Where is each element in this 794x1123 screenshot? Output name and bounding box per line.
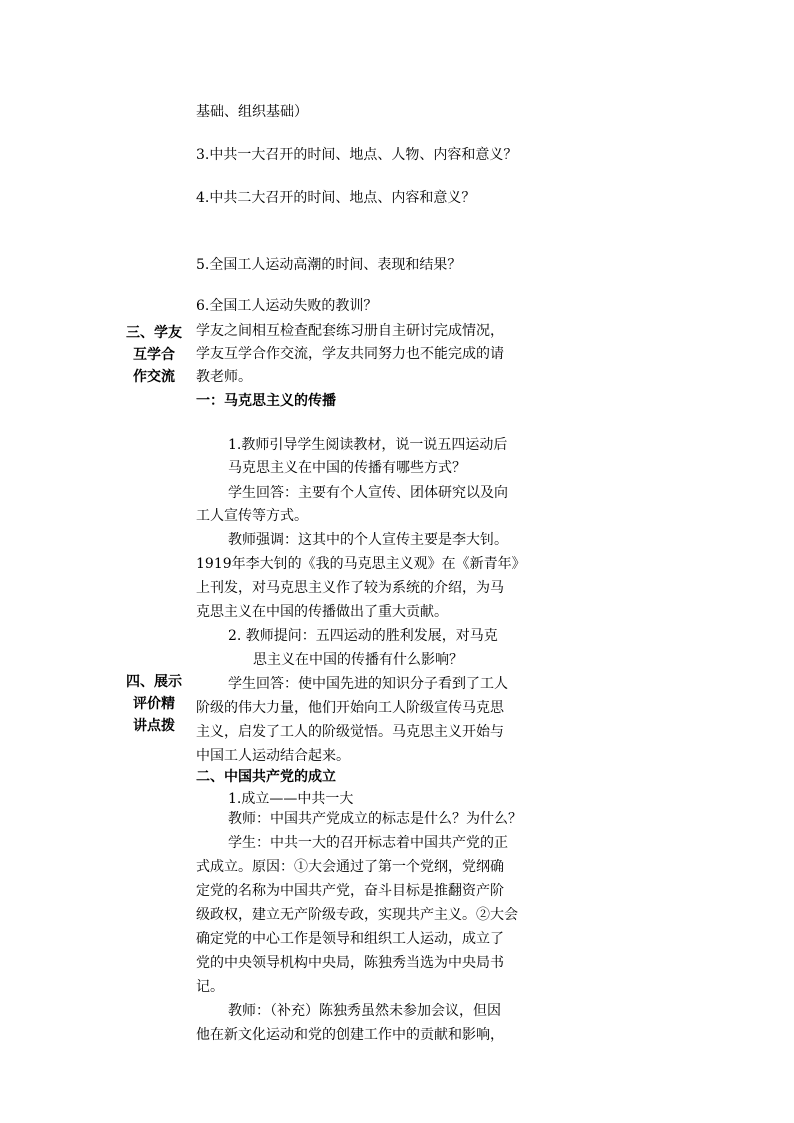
text-line: 党的中央领导机构中央局，陈独秀当选为中央局书 [196, 955, 504, 971]
section-heading-3-line-3: 作交流 [133, 369, 175, 385]
section-heading-4-line-3: 讲点拨 [133, 718, 175, 734]
text-line: 学友互学合作交流，学友共同努力也不能完成的请 [196, 346, 504, 362]
text-line: 思主义在中国的传播有什么影响？ [253, 652, 463, 668]
section-heading-4 [118, 671, 190, 737]
text-line: 确定党的中心工作是领导和组织工人运动，成立了 [196, 931, 504, 947]
text-line: 教老师。 [196, 369, 252, 385]
text-line: 克思主义在中国的传播做出了重大贡献。 [196, 604, 448, 620]
text-line: 记。 [196, 979, 224, 995]
text-line: 学生回答：使中国先进的知识分子看到了工人 [228, 676, 508, 692]
question-3: 3.中共一大召开的时间、地点、人物、内容和意义？ [196, 147, 518, 163]
text-line: 级政权，建立无产阶级专政，实现共产主义。②大会 [196, 907, 518, 923]
text-line: 1919年李大钊的《我的马克思主义观》在《新青年》 [196, 556, 526, 572]
text-line: 他在新文化运动和党的创建工作中的贡献和影响， [196, 1027, 504, 1043]
text-line: 工人宣传等方式。 [196, 508, 308, 524]
question-6: 6.全国工人运动失败的教训？ [196, 298, 378, 314]
section-heading-4-line-2: 评价精 [133, 696, 175, 712]
text-line: 学友之间相互检查配套练习册自主研讨完成情况， [196, 323, 504, 339]
text-line: 教师：中国共产党成立的标志是什么？为什么？ [228, 811, 522, 827]
section-heading-3-line-2: 互学合 [133, 347, 175, 363]
text-line: 1.教师引导学生阅读教材，说一说五四运动后 [228, 437, 508, 453]
text-line: 2. 教师提问：五四运动的胜利发展，对马克 [228, 628, 498, 644]
text-line: 教师：（补充）陈独秀虽然未参加会议，但因 [228, 1003, 501, 1019]
text-line: 1.成立——中共一大 [228, 791, 354, 807]
question-5: 5.全国工人运动高潮的时间、表现和结果？ [196, 257, 462, 273]
text-line: 中国工人运动结合起来。 [196, 748, 350, 764]
text-line: 学生回答：主要有个人宣传、团体研究以及向 [228, 485, 508, 501]
text-line: 定党的名称为中国共产党，奋斗目标是推翻资产阶 [196, 883, 504, 899]
text-line: 基础、组织基础） [196, 104, 308, 120]
subheading-party-founding: 二、中国共产党的成立 [196, 769, 336, 785]
section-heading-3 [118, 322, 190, 388]
text-line: 学生：中共一大的召开标志着中国共产党的正 [228, 835, 508, 851]
text-line: 马克思主义在中国的传播有哪些方式？ [228, 460, 466, 476]
section-heading-4-line-1: 四、展示 [126, 674, 182, 690]
subheading-marxism-spread: 一：马克思主义的传播 [196, 393, 336, 409]
question-4: 4.中共二大召开的时间、地点、内容和意义？ [196, 190, 476, 206]
text-line: 教师强调：这其中的个人宣传主要是李大钊。 [228, 532, 508, 548]
text-line: 阶级的伟大力量，他们开始向工人阶级宣传马克思 [196, 700, 504, 716]
text-line: 上刊发，对马克思主义作了较为系统的介绍，为马 [196, 580, 504, 596]
section-heading-3-line-1: 三、学友 [126, 325, 182, 341]
text-line: 式成立。原因：①大会通过了第一个党纲，党纲确 [196, 859, 504, 875]
text-line: 主义，启发了工人的阶级觉悟。马克思主义开始与 [196, 724, 504, 740]
